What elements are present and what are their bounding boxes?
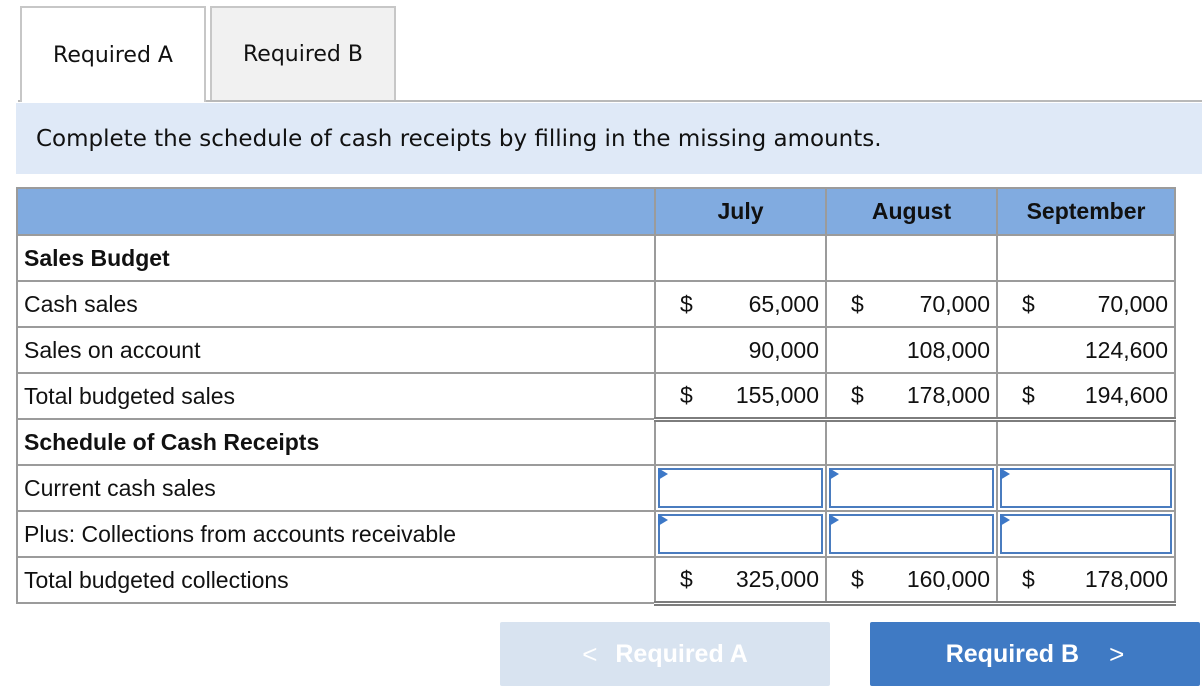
total-budgeted-sales-row bbox=[17, 373, 1175, 419]
cash-receipts-heading: Schedule of Cash Receipts bbox=[17, 419, 655, 465]
header-september: September bbox=[997, 188, 1175, 235]
required-flag-icon bbox=[1000, 514, 1010, 526]
currency-symbol: $ bbox=[680, 565, 693, 592]
collections-september-input[interactable] bbox=[1000, 514, 1172, 554]
cell-value: 325,000 bbox=[735, 565, 819, 592]
chevron-left-icon: < bbox=[582, 638, 598, 669]
cell-value: 155,000 bbox=[735, 381, 819, 408]
cell-value: 70,000 bbox=[919, 290, 990, 317]
required-flag-icon bbox=[829, 468, 839, 480]
current-cash-sales-september-input[interactable] bbox=[1000, 468, 1172, 508]
sales-budget-heading-row bbox=[17, 235, 1175, 281]
total-collections-july bbox=[655, 557, 826, 603]
currency-symbol: $ bbox=[1022, 290, 1035, 317]
total-sales-july bbox=[655, 373, 826, 419]
collections-september-cell bbox=[997, 511, 1175, 557]
currency-symbol: $ bbox=[851, 565, 864, 592]
current-cash-sales-august-cell bbox=[826, 465, 997, 511]
cell-value: 178,000 bbox=[906, 381, 990, 408]
cash-receipts-table bbox=[16, 187, 1176, 606]
current-cash-sales-july-cell bbox=[655, 465, 826, 511]
header-august: August bbox=[826, 188, 997, 235]
empty-cell bbox=[826, 419, 997, 465]
cell-value: 70,000 bbox=[1097, 290, 1168, 317]
header-july: July bbox=[655, 188, 826, 235]
empty-cell bbox=[997, 235, 1175, 281]
sales-budget-heading: Sales Budget bbox=[17, 235, 655, 281]
instruction-text: Complete the schedule of cash receipts by filling in the missing amounts. bbox=[36, 125, 882, 152]
collections-july-input[interactable] bbox=[658, 514, 823, 554]
cell-value: 65,000 bbox=[748, 290, 819, 317]
currency-symbol: $ bbox=[680, 290, 693, 317]
sales-on-account-row bbox=[17, 327, 1175, 373]
tab-required-b[interactable]: Required B bbox=[210, 6, 396, 100]
total-collections-september bbox=[997, 557, 1175, 603]
cash-receipts-heading-row bbox=[17, 419, 1175, 465]
collections-label: Plus: Collections from accounts receivable bbox=[17, 511, 655, 557]
empty-cell bbox=[655, 419, 826, 465]
required-flag-icon bbox=[1000, 468, 1010, 480]
sales-on-account-label: Sales on account bbox=[17, 327, 655, 373]
currency-symbol: $ bbox=[680, 381, 693, 408]
total-sales-august bbox=[826, 373, 997, 419]
total-budgeted-sales-label: Total budgeted sales bbox=[17, 373, 655, 419]
prev-button-label: Required A bbox=[615, 639, 748, 668]
cash-sales-september bbox=[997, 281, 1175, 327]
sales-on-account-july: 90,000 bbox=[655, 327, 826, 373]
current-cash-sales-september-cell bbox=[997, 465, 1175, 511]
total-collections-august bbox=[826, 557, 997, 603]
required-flag-icon bbox=[658, 468, 668, 480]
cell-value: 160,000 bbox=[906, 565, 990, 592]
collections-july-cell bbox=[655, 511, 826, 557]
total-budgeted-collections-label: Total budgeted collections bbox=[17, 557, 655, 603]
current-cash-sales-august-input[interactable] bbox=[829, 468, 994, 508]
collections-row bbox=[17, 511, 1175, 557]
cell-value: 178,000 bbox=[1084, 565, 1168, 592]
collections-august-cell bbox=[826, 511, 997, 557]
sales-on-account-august: 108,000 bbox=[826, 327, 997, 373]
current-cash-sales-row bbox=[17, 465, 1175, 511]
header-row bbox=[17, 188, 1175, 235]
required-flag-icon bbox=[658, 514, 668, 526]
next-required-b-button[interactable] bbox=[870, 622, 1200, 686]
empty-cell bbox=[826, 235, 997, 281]
header-blank bbox=[17, 188, 655, 235]
total-budgeted-collections-row bbox=[17, 557, 1175, 603]
cash-sales-july bbox=[655, 281, 826, 327]
current-cash-sales-july-input[interactable] bbox=[658, 468, 823, 508]
cash-sales-label: Cash sales bbox=[17, 281, 655, 327]
currency-symbol: $ bbox=[1022, 381, 1035, 408]
cell-value: 194,600 bbox=[1084, 381, 1168, 408]
tab-required-a[interactable]: Required A bbox=[20, 6, 206, 102]
currency-symbol: $ bbox=[851, 290, 864, 317]
empty-cell bbox=[655, 235, 826, 281]
prev-required-a-button[interactable] bbox=[500, 622, 830, 686]
collections-august-input[interactable] bbox=[829, 514, 994, 554]
current-cash-sales-label: Current cash sales bbox=[17, 465, 655, 511]
cash-sales-august bbox=[826, 281, 997, 327]
sales-on-account-september: 124,600 bbox=[997, 327, 1175, 373]
currency-symbol: $ bbox=[851, 381, 864, 408]
next-button-label: Required B bbox=[945, 639, 1080, 668]
required-flag-icon bbox=[829, 514, 839, 526]
instruction-banner bbox=[16, 103, 1202, 174]
currency-symbol: $ bbox=[1022, 565, 1035, 592]
chevron-right-icon: > bbox=[1109, 638, 1125, 669]
cash-sales-row bbox=[17, 281, 1175, 327]
total-sales-september bbox=[997, 373, 1175, 419]
empty-cell bbox=[997, 419, 1175, 465]
tab-bar bbox=[18, 6, 1202, 102]
